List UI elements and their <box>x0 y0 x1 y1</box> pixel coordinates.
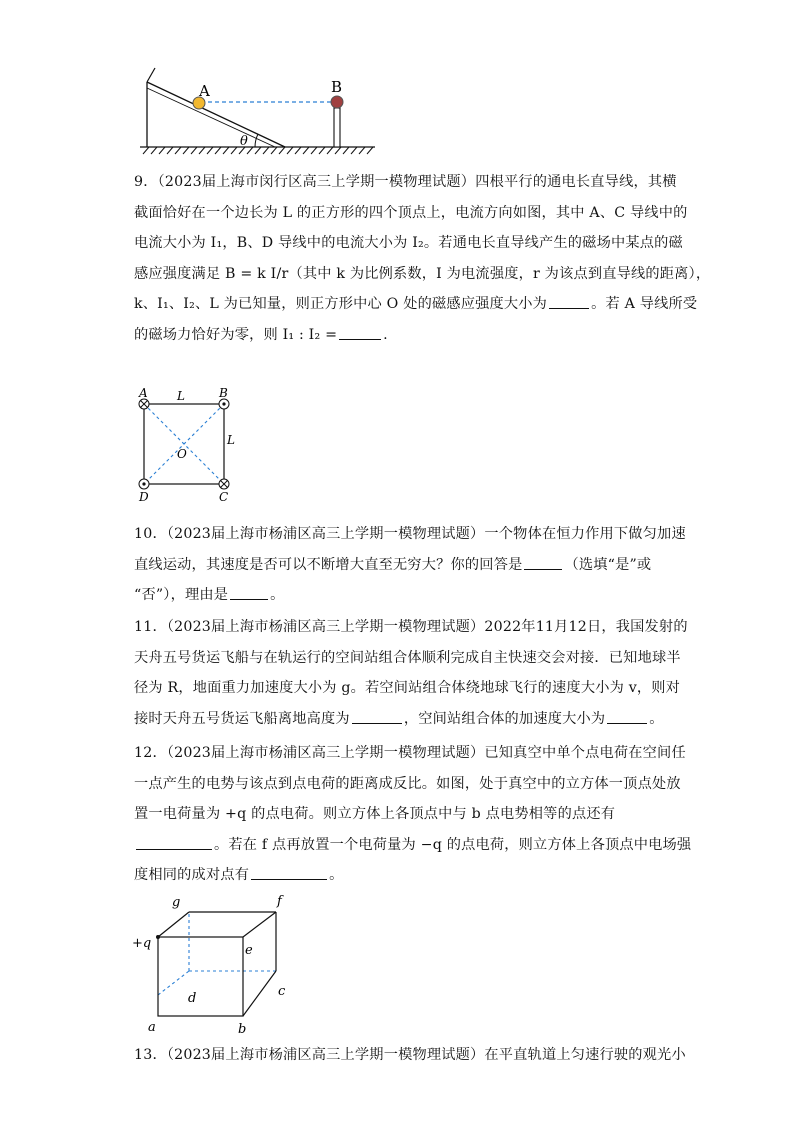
question-text: 天舟五号货运飞船与在轨运行的空间站组合体顺利完成自主快速交会对接．已知地球半 <box>134 649 681 666</box>
question-text: 。若在 f 点再放置一个电荷量为 −q 的点电荷，则立方体上各顶点中电场强 <box>214 836 692 853</box>
question-number: 12． <box>134 745 167 761</box>
question-source: （2023届上海市闵行区高三上学期一模物理试题） <box>157 174 476 190</box>
answer-blank[interactable] <box>607 709 647 724</box>
incline-figure <box>135 60 385 160</box>
answer-blank[interactable] <box>251 865 327 880</box>
ball-b <box>331 96 343 108</box>
label-b: b <box>238 1022 247 1037</box>
label-f: f <box>277 894 282 909</box>
label-a: a <box>148 1020 156 1035</box>
question-source: （2023届上海市杨浦区高三上学期一模物理试题） <box>166 745 485 761</box>
question-text: 在平直轨道上匀速行驶的观光小 <box>484 1047 686 1063</box>
question-number: 11． <box>134 619 167 635</box>
question-text: 一点产生的电势与该点到点电荷的距离成反比。如图，处于真空中的立方体一顶点处放 <box>134 775 681 792</box>
question-text: 2022年11月12日，我国发射的 <box>484 619 688 635</box>
label-l-right: L <box>227 433 235 447</box>
label-l-top: L <box>177 389 185 403</box>
label-b: B <box>219 386 228 400</box>
answer-blank[interactable] <box>230 585 268 600</box>
question-text: 度相同的成对点有 <box>134 867 250 883</box>
cube-figure <box>128 893 298 1038</box>
label-d: D <box>139 490 149 504</box>
label-o: O <box>177 447 187 461</box>
square-wires-figure <box>130 385 250 505</box>
question-text: （选填“是”或 <box>564 556 652 573</box>
question-text: ，空间站组合体的加速度大小为 <box>403 710 606 727</box>
question-text: 接时天舟五号货运飞船离地高度为 <box>134 710 350 727</box>
question-text: 电流大小为 I₁，B、D 导线中的电流大小为 I₂。若通电长直导线产生的磁场中某点的磁 <box>134 235 683 251</box>
label-c: c <box>278 984 286 999</box>
answer-blank[interactable] <box>136 835 212 850</box>
answer-blank[interactable] <box>352 709 402 724</box>
question-source: （2023届上海市杨浦区高三上学期一模物理试题） <box>166 1047 485 1063</box>
answer-blank[interactable] <box>549 294 589 309</box>
question-11 <box>134 612 688 734</box>
question-12 <box>134 738 692 891</box>
question-13 <box>134 1040 686 1071</box>
question-9 <box>134 167 711 350</box>
question-text: 的磁场力恰好为零，则 I₁ : I₂ = <box>134 326 338 343</box>
question-text: 。 <box>270 587 285 603</box>
question-text: k、I₁、I₂、L 为已知量，则正方形中心 O 处的磁感应强度大小为 <box>134 296 548 312</box>
question-text: 径为 R，地面重力加速度大小为 g。若空间站组合体绕地球飞行的速度大小为 v，则对 <box>134 680 681 696</box>
label-a: A <box>139 386 148 400</box>
question-text: . <box>383 326 388 343</box>
theta-label: θ <box>240 134 248 149</box>
label-a: A <box>199 82 210 100</box>
answer-blank[interactable] <box>339 325 381 340</box>
question-number: 13． <box>134 1047 167 1063</box>
question-text: 截面恰好在一个边长为 L 的正方形的四个顶点上，电流方向如图，其中 A、C 导线中的 <box>134 204 688 221</box>
question-text: 。 <box>329 867 344 883</box>
label-b: B <box>331 78 343 96</box>
label-c: C <box>219 490 229 504</box>
question-text: 已知真空中单个点电荷在空间任 <box>484 745 686 761</box>
question-number: 10． <box>134 526 167 542</box>
label-d: d <box>188 991 197 1006</box>
question-number: 9． <box>134 174 158 190</box>
question-text: “否”），理由是 <box>134 587 229 603</box>
question-text: 一个物体在恒力作用下做匀加速 <box>484 526 686 542</box>
answer-blank[interactable] <box>524 555 562 570</box>
label-g: g <box>172 895 181 910</box>
question-source: （2023届上海市杨浦区高三上学期一模物理试题） <box>166 526 485 542</box>
question-10 <box>134 519 686 611</box>
question-text: 。若 A 导线所受 <box>591 296 698 312</box>
question-text: 置一电荷量为 +q 的点电荷。则立方体上各顶点中与 b 点电势相等的点还有 <box>134 806 616 822</box>
question-text: 直线运动，其速度是否可以不断增大直至无穷大？你的回答是 <box>134 556 523 573</box>
question-source: （2023届上海市杨浦区高三上学期一模物理试题） <box>166 619 485 635</box>
label-plus-q: +q <box>132 936 152 951</box>
label-e: e <box>245 943 253 958</box>
question-text: 感应强度满足 B = k I/r（其中 k 为比例系数，I 为电流强度，r 为该点到直导线的距离）， <box>134 265 711 282</box>
question-text: 四根平行的通电长直导线，其横 <box>475 174 677 190</box>
question-text: 。 <box>649 710 664 727</box>
